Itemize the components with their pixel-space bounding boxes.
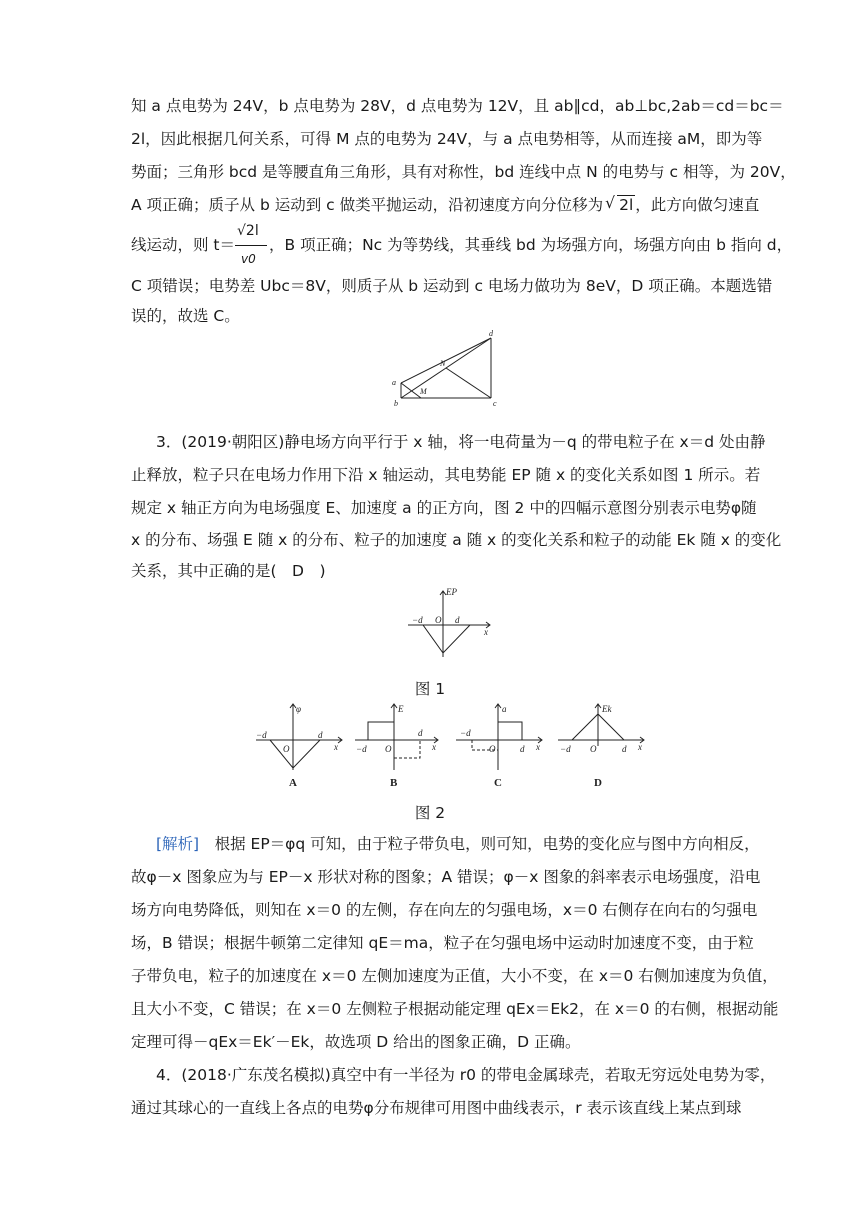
text-fragment: ，此方向做匀速直 [635, 196, 760, 214]
panel-a-ylabel: φ [296, 704, 301, 714]
panel-b-x: x [432, 742, 436, 752]
figure-1-ep-graph [398, 585, 498, 665]
tick-label-neg-d: −d [412, 615, 423, 625]
text-line: 场方向电势降低，则知在 x＝0 的左侧，存在向左的匀强电场，x＝0 右侧存在向右的匀强电 [131, 901, 758, 919]
panel-c-letter: C [494, 777, 502, 789]
text-line: 止释放，粒子只在电场力作用下沿 x 轴运动，其电势能 EP 随 x 的变化关系如图 1 所示。若 [131, 466, 761, 484]
text-line: 误的，故选 C。 [131, 307, 240, 325]
point-label-N: N [440, 359, 446, 368]
text-line: 关系，其中正确的是( D ) [131, 562, 326, 580]
panel-d-ylabel: Ek [602, 704, 612, 714]
figure-2-caption: 图 2 [414, 804, 446, 822]
text-line: 规定 x 轴正方向为电场强度 E、加速度 a 的正方向，图 2 中的四幅示意图分别表示电势φ随 [131, 499, 757, 517]
fraction [235, 223, 269, 266]
text-line: 3．(2019·朝阳区)静电场方向平行于 x 轴，将一电荷量为－q 的带电粒子在 x＝d 处由静 [156, 433, 766, 451]
text-line: 通过其球心的一直线上各点的电势φ分布规律可用图中曲线表示，r 表示该直线上某点到球 [131, 1099, 742, 1117]
panel-d-letter: D [594, 777, 602, 789]
panel-b-letter: B [390, 777, 398, 789]
panel-b-ylabel: E [398, 704, 404, 714]
panel-c-x: x [536, 742, 540, 752]
text-fragment: A 项正确；质子从 b 运动到 c 做类平抛运动，沿初速度方向分位移为 [131, 196, 604, 214]
panel-d-d: d [622, 744, 627, 754]
point-label-b: b [394, 399, 398, 408]
panel-a-letter: A [289, 777, 297, 789]
text-line: 知 a 点电势为 24V，b 点电势为 28V，d 点电势为 12V，且 ab∥cd，ab⊥bc,2ab＝cd＝bc＝ [131, 97, 784, 115]
text-line: 故φ－x 图象应为与 EP－x 形状对称的图象；A 错误；φ－x 图象的斜率表示电场强度，沿电 [131, 868, 761, 886]
panel-d-neg-d: −d [560, 744, 571, 754]
text-line: 且大小不变，C 错误；在 x＝0 左侧粒子根据动能定理 qEx＝Ek2，在 x＝0 的右侧，根据动能 [131, 1000, 779, 1018]
sqrt-expression [605, 194, 635, 214]
panel-d-x: x [638, 742, 642, 752]
text-line: 场，B 错误；根据牛顿第二定律知 qE＝ma，粒子在匀强电场中运动时加速度不变，由于粒 [131, 934, 754, 952]
text-line: 子带负电，粒子的加速度在 x＝0 左侧加速度为正值，大小不变，在 x＝0 右侧加速度为负值， [131, 967, 778, 985]
panel-c-neg-d: −d [460, 728, 471, 738]
geometry-figure [385, 328, 510, 408]
analysis-tag: [解析] [156, 835, 200, 853]
fraction-numerator: √2l [237, 223, 259, 239]
panel-b-d: d [418, 728, 423, 738]
panel-a-x: x [334, 742, 338, 752]
point-label-a: a [392, 378, 396, 387]
panel-b-neg-d: −d [356, 744, 367, 754]
fraction-bar [235, 245, 267, 246]
text-line: 定理可得－qEx＝Ek′－Ek，故选项 D 给出的图象正确，D 正确。 [131, 1033, 581, 1051]
text-line [131, 194, 760, 215]
text-line: x 的分布、场强 E 随 x 的分布、粒子的加速度 a 随 x 的变化关系和粒子的动能 Ek 随 x 的变化 [131, 531, 782, 549]
axis-label-x: x [484, 627, 488, 637]
panel-a-origin: O [283, 744, 290, 754]
sqrt-sign: √ [605, 194, 615, 212]
text-fragment: ，B 项正确；Nc 为等势线，其垂线 bd 为场强方向，场强方向由 b 指向 d， [269, 236, 793, 254]
sqrt-content: 2l [619, 196, 634, 214]
panel-a-d: d [318, 730, 323, 740]
panel-b-origin: O [385, 744, 392, 754]
panel-d-origin: O [590, 744, 597, 754]
origin-label: O [435, 615, 442, 625]
panel-c-origin: O [489, 744, 496, 754]
figure-2-panels [250, 698, 650, 790]
text-line: 4．(2018·广东茂名模拟)真空中有一半径为 r0 的带电金属球壳，若取无穷远处电势为零， [156, 1066, 776, 1084]
point-label-d: d [489, 329, 493, 338]
tick-label-d: d [455, 615, 460, 625]
text-line [131, 223, 793, 266]
text-line: 势面；三角形 bcd 是等腰直角三角形，具有对称性，bd 连线中点 N 的电势与 c 相等，为 20V， [131, 163, 796, 181]
figure-1-caption: 图 1 [414, 680, 446, 698]
point-label-c: c [493, 399, 497, 408]
text-fragment: 线运动，则 t＝ [131, 236, 236, 254]
point-label-M: M [420, 387, 427, 396]
fraction-denominator: v0 [241, 252, 256, 266]
panel-a-neg-d: −d [256, 730, 267, 740]
panel-c-ylabel: a [502, 704, 507, 714]
text-line [156, 834, 760, 854]
panel-c-d: d [520, 744, 525, 754]
text-line: 2l，因此根据几何关系，可得 M 点的电势为 24V，与 a 点电势相等，从而连接 aM，即为等 [131, 130, 763, 148]
text-fragment: 根据 EP＝φq 可知，由于粒子带负电，则可知，电势的变化应与图中方向相反， [199, 835, 760, 853]
axis-label-ep: EP [446, 587, 457, 597]
text-line: C 项错误；电势差 Ubc＝8V，则质子从 b 运动到 c 电场力做功为 8eV，D 项正确。本题选错 [131, 277, 773, 295]
